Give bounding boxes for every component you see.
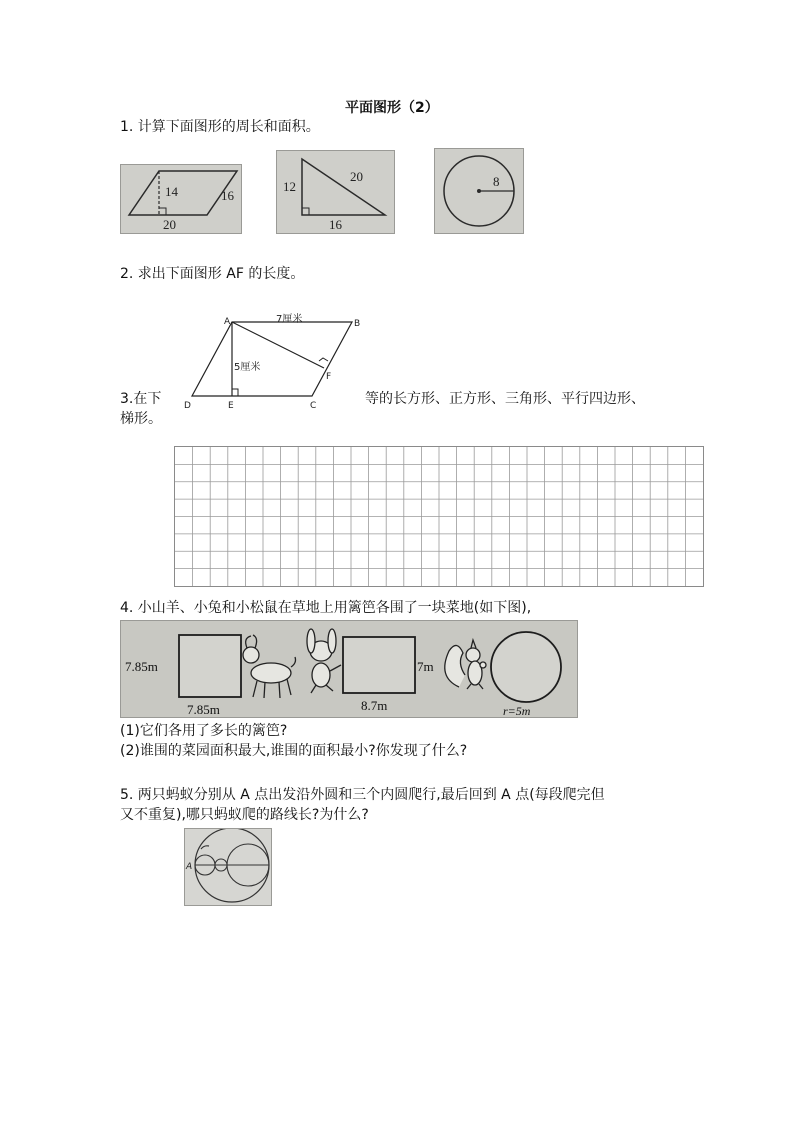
rectangle-width-label: 8.7m bbox=[361, 698, 388, 713]
q2-label-b: B bbox=[354, 319, 361, 329]
q2-parallelogram-diagram bbox=[180, 312, 370, 412]
q2-label-c: C bbox=[310, 401, 317, 411]
point-a-label: A bbox=[186, 862, 193, 872]
question-4-text: 4. 小山羊、小兔和小松鼠在草地上用篱笆各围了一块菜地(如下图), bbox=[120, 600, 532, 616]
square-garden bbox=[179, 635, 241, 697]
q2-top-length: 7厘米 bbox=[276, 314, 303, 325]
q2-af-right-angle bbox=[319, 358, 328, 361]
squirrel-icon bbox=[445, 640, 486, 689]
parallelogram-right-angle bbox=[159, 208, 166, 215]
q2-height-length: 5厘米 bbox=[234, 362, 261, 373]
question-4-sub-1: (1)它们各用了多长的篱笆? bbox=[120, 723, 288, 739]
triangle-vertical-label: 12 bbox=[283, 179, 296, 194]
q2-label-a: A bbox=[224, 317, 231, 327]
parallelogram-figure bbox=[120, 164, 242, 234]
rabbit-icon bbox=[307, 629, 341, 693]
question-3-text-middle: 等的长方形、正方形、三角形、平行四边形、 bbox=[365, 391, 645, 407]
question-3-text-end: 梯形。 bbox=[120, 411, 162, 427]
triangle-shape bbox=[302, 159, 385, 215]
page-title: 平面图形（2） bbox=[345, 100, 439, 116]
question-5-line-1: 5. 两只蚂蚁分别从 A 点出发沿外圆和三个内圆爬行,最后回到 A 点(每段爬完但 bbox=[120, 787, 605, 803]
circles-figure bbox=[184, 828, 272, 906]
q2-parallelogram-shape bbox=[192, 322, 352, 396]
q2-label-d: D bbox=[184, 401, 191, 411]
q2-height-right-angle bbox=[232, 389, 238, 396]
circle-radius-label: 8 bbox=[493, 174, 500, 189]
goat-icon bbox=[243, 635, 296, 698]
rectangle-height-label: 7m bbox=[417, 659, 434, 674]
circle-radius-label: r=5m bbox=[503, 704, 531, 717]
parallelogram-height-label: 14 bbox=[165, 184, 178, 199]
grid-lines bbox=[175, 447, 703, 586]
circle-garden bbox=[491, 632, 561, 702]
triangle-figure bbox=[276, 150, 395, 234]
circle-figure bbox=[434, 148, 524, 234]
question-4-sub-2: (2)谁围的菜园面积最大,谁围的面积最小?你发现了什么? bbox=[120, 743, 468, 759]
square-side-left: 7.85m bbox=[125, 659, 158, 674]
square-side-bottom: 7.85m bbox=[187, 702, 220, 717]
q2-label-e: E bbox=[228, 401, 234, 411]
garden-figure bbox=[120, 620, 578, 718]
triangle-horizontal-label: 16 bbox=[329, 217, 342, 232]
question-2-text: 2. 求出下面图形 AF 的长度。 bbox=[120, 266, 305, 282]
rectangle-garden bbox=[343, 637, 415, 693]
triangle-right-angle bbox=[302, 208, 309, 215]
question-1-text: 1. 计算下面图形的周长和面积。 bbox=[120, 119, 320, 135]
question-3-text-start: 3.在下 bbox=[120, 391, 162, 407]
triangle-hypotenuse-label: 20 bbox=[350, 169, 363, 184]
question-5-line-2: 又不重复),哪只蚂蚁爬的路线长?为什么? bbox=[120, 807, 369, 823]
parallelogram-base-label: 20 bbox=[163, 217, 176, 232]
parallelogram-side-label: 16 bbox=[221, 188, 234, 203]
ant-icon bbox=[201, 846, 209, 849]
q2-label-f: F bbox=[326, 372, 332, 382]
drawing-grid bbox=[174, 446, 704, 587]
